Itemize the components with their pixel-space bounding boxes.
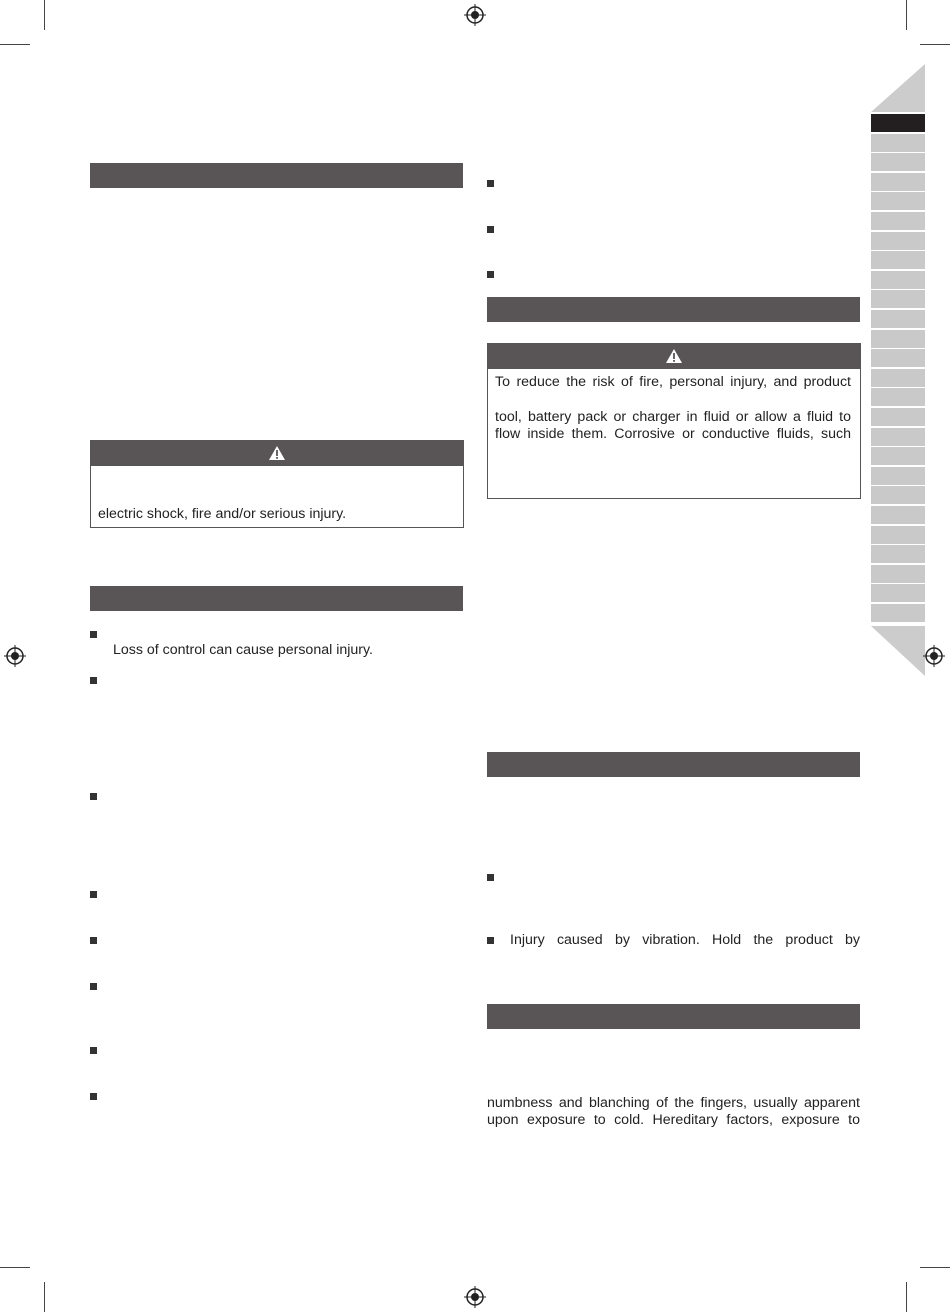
side-tab xyxy=(871,388,925,406)
section-header-bar xyxy=(487,1004,860,1029)
side-tab xyxy=(871,545,925,563)
vibration-bullet-text: Injury caused by vibration. Hold the product by xyxy=(510,932,860,948)
crop-mark xyxy=(0,44,30,45)
bullet-marker xyxy=(90,631,97,638)
side-tab xyxy=(871,271,925,289)
bullet-marker xyxy=(487,937,494,944)
side-tab xyxy=(871,134,925,152)
warning-text-line: tool, battery pack or charger in fluid or allow a fluid to xyxy=(495,409,851,425)
bullet-marker xyxy=(90,1047,97,1054)
crop-mark xyxy=(44,0,45,30)
warning-text-line: To reduce the risk of fire, personal injury, and product xyxy=(495,374,851,390)
side-tab xyxy=(871,349,925,367)
side-tab xyxy=(871,192,925,210)
side-tab xyxy=(871,486,925,504)
warning-triangle-icon xyxy=(665,348,683,364)
warning-triangle-icon xyxy=(268,445,286,461)
section-header-bar xyxy=(487,297,860,322)
side-tab xyxy=(871,310,925,328)
side-tab xyxy=(871,526,925,544)
registration-mark-icon xyxy=(923,645,945,667)
bullet-text-line: Loss of control can cause personal injury. xyxy=(113,642,373,658)
bullet-marker xyxy=(487,874,494,881)
bullet-marker xyxy=(90,677,97,684)
bullet-marker xyxy=(90,793,97,800)
side-tab xyxy=(871,173,925,191)
section-header-bar xyxy=(90,586,463,611)
bullet-marker xyxy=(90,1093,97,1100)
side-tab-top-triangle xyxy=(871,64,925,112)
registration-mark-icon xyxy=(464,1286,486,1308)
side-tab-bottom-triangle xyxy=(871,626,925,676)
side-tab xyxy=(871,565,925,583)
bullet-marker xyxy=(487,226,494,233)
raynaud-text-line: numbness and blanching of the fingers, usually apparent xyxy=(487,1095,860,1111)
side-tab xyxy=(871,584,925,602)
warning-text-line: electric shock, fire and/or serious injury. xyxy=(98,506,347,522)
side-tab xyxy=(871,290,925,308)
side-tab xyxy=(871,212,925,230)
warning-text-line: flow inside them. Corrosive or conductive fluids, such xyxy=(495,426,851,442)
bullet-marker xyxy=(487,180,494,187)
side-tab-active xyxy=(871,114,925,132)
bullet-marker xyxy=(487,271,494,278)
crop-mark xyxy=(920,1267,950,1268)
crop-mark xyxy=(906,0,907,30)
crop-mark xyxy=(906,1282,907,1312)
side-tab xyxy=(871,369,925,387)
side-tab xyxy=(871,232,925,250)
crop-mark xyxy=(44,1282,45,1312)
warning-box-header xyxy=(488,344,860,369)
side-tab xyxy=(871,506,925,524)
bullet-marker xyxy=(90,937,97,944)
warning-box-header xyxy=(91,441,463,466)
registration-mark-icon xyxy=(464,4,486,26)
side-tab xyxy=(871,467,925,485)
warning-box xyxy=(487,343,861,499)
side-tab xyxy=(871,330,925,348)
crop-mark xyxy=(920,44,950,45)
side-tab xyxy=(871,408,925,426)
side-tab xyxy=(871,604,925,622)
bullet-marker xyxy=(90,891,97,898)
side-tab xyxy=(871,428,925,446)
side-tab xyxy=(871,153,925,171)
section-header-bar xyxy=(90,163,463,188)
registration-mark-icon xyxy=(4,645,26,667)
crop-mark xyxy=(0,1267,30,1268)
side-tab xyxy=(871,251,925,269)
raynaud-text-line: upon exposure to cold. Hereditary factors, exposure to xyxy=(487,1112,860,1128)
side-tab xyxy=(871,447,925,465)
warning-box xyxy=(90,440,464,528)
bullet-marker xyxy=(90,983,97,990)
section-header-bar xyxy=(487,752,860,777)
